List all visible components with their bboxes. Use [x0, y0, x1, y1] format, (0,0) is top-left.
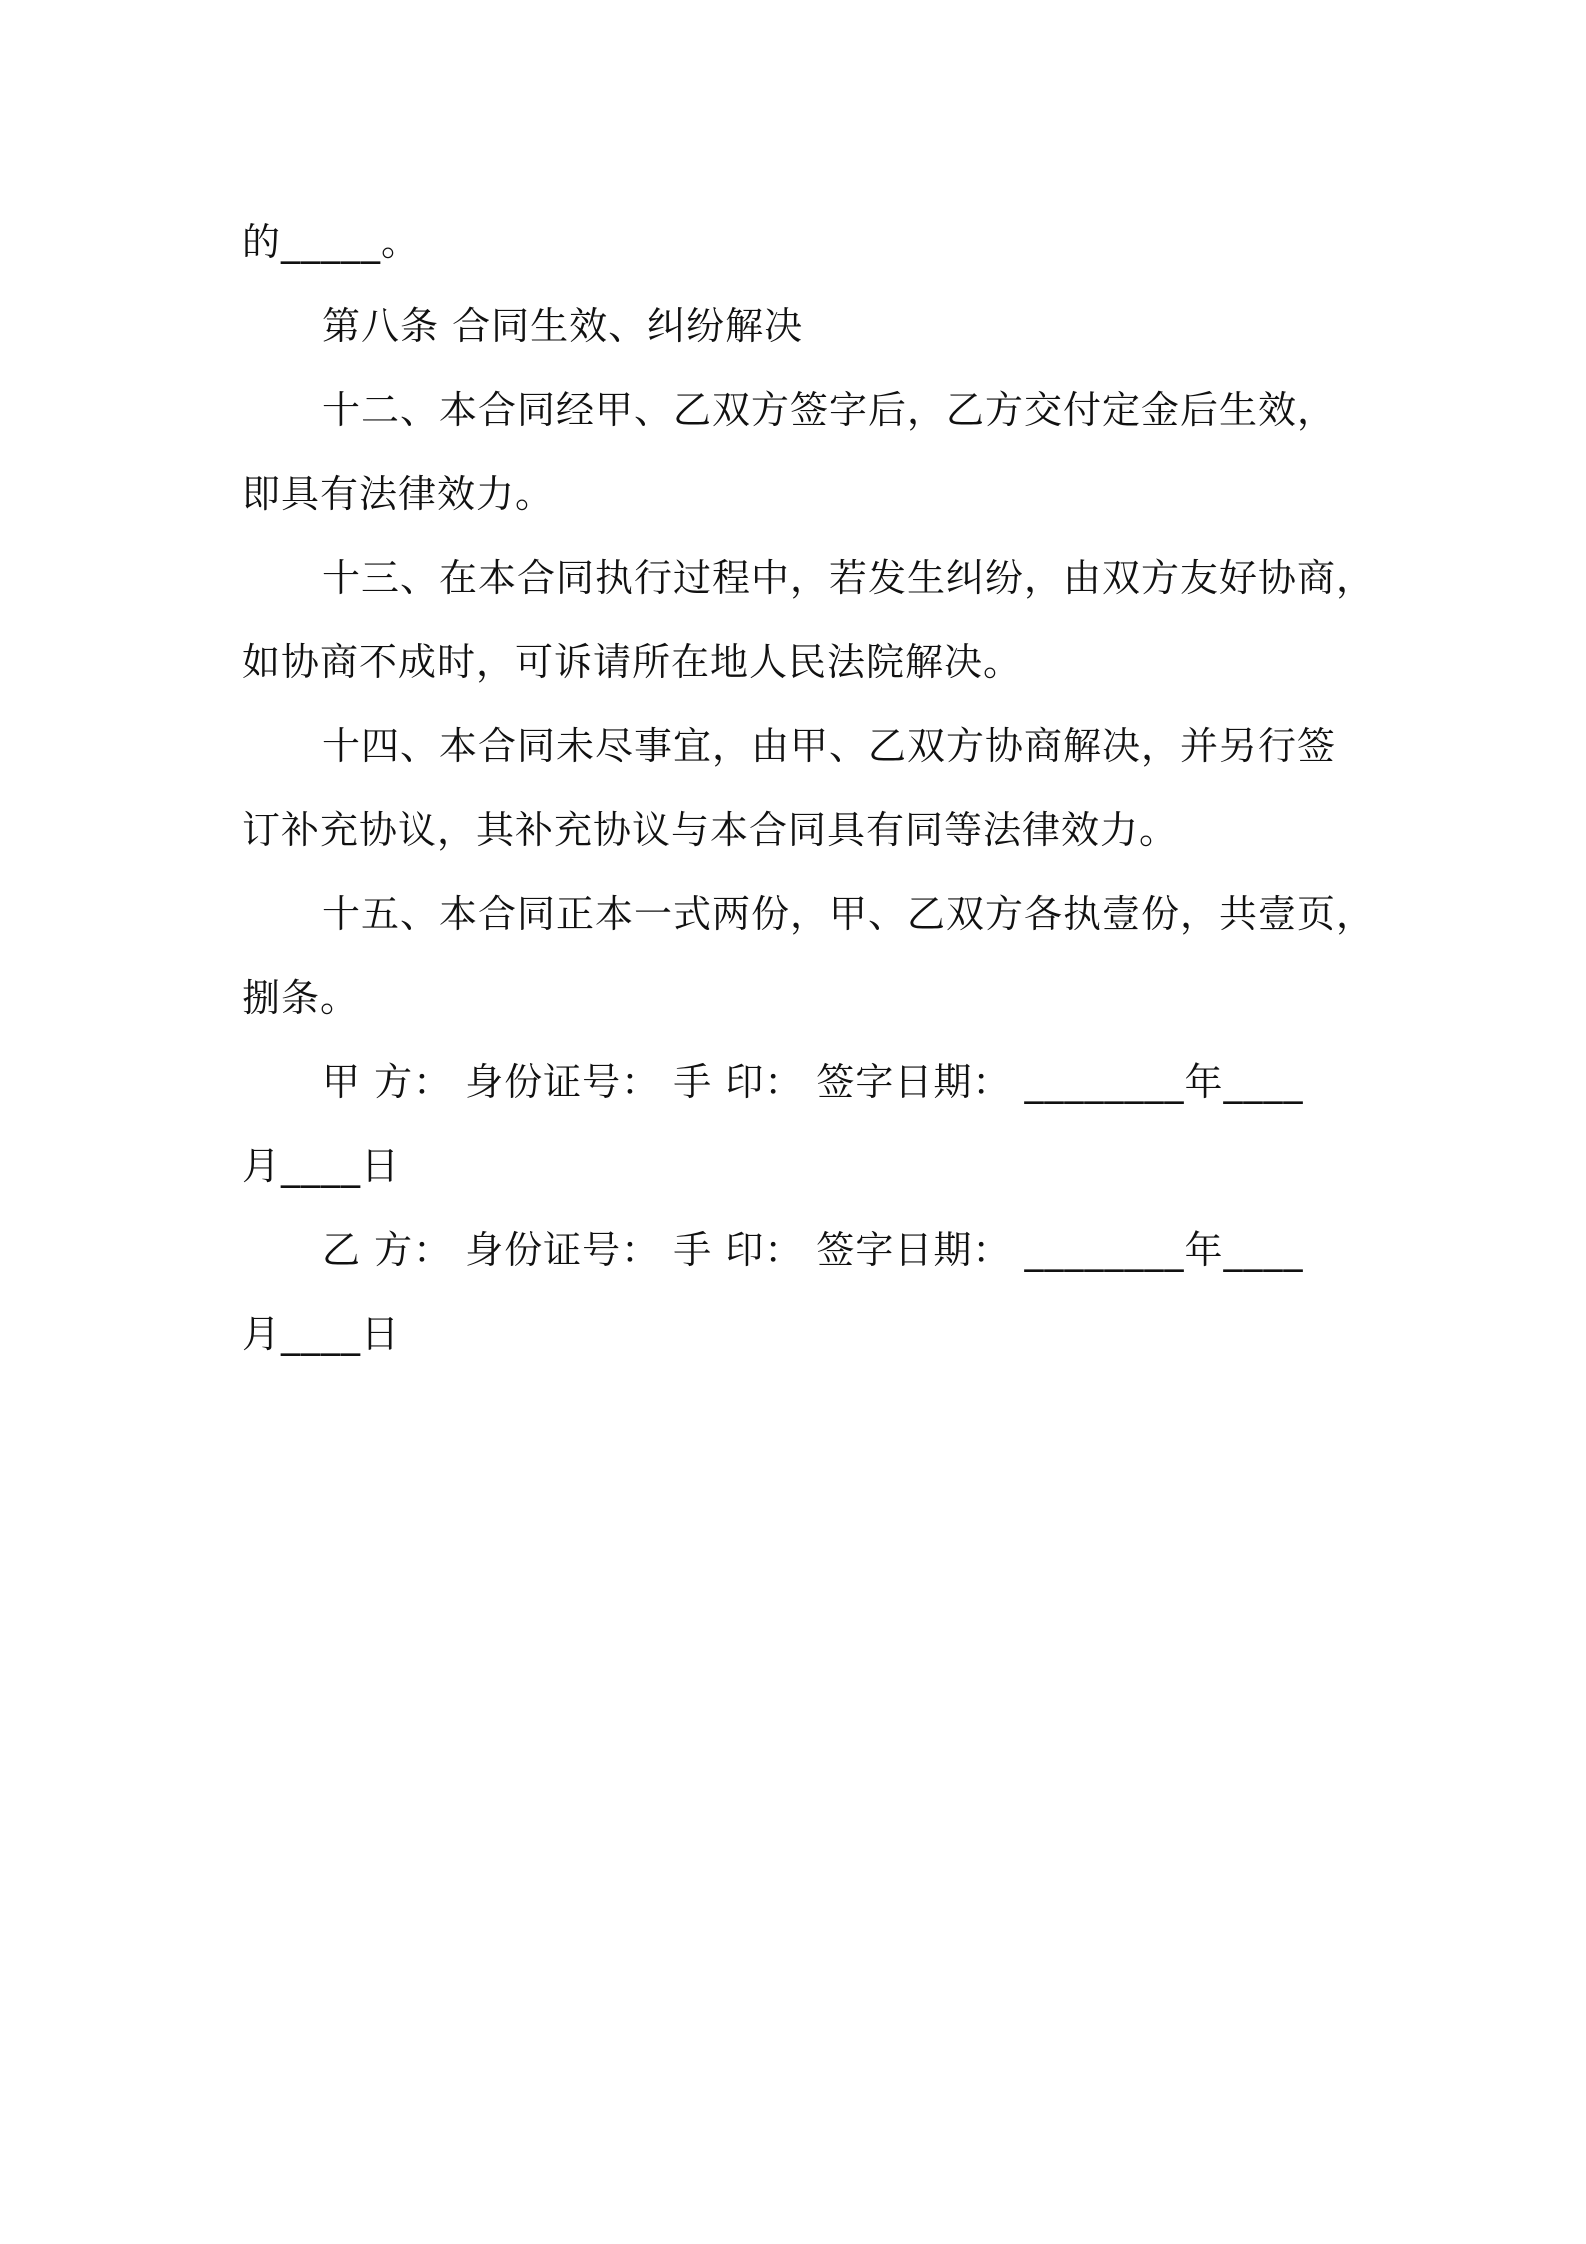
document-body	[242, 200, 1376, 1376]
clause-15-line-1: 十五、本合同正本一式两份，甲、乙双方各执壹份，共壹页，	[322, 892, 1376, 936]
party-a-date-line: 月____日	[242, 1144, 401, 1188]
clause-12-line-2: 即具有法律效力。	[242, 472, 555, 516]
clause-14-line-2: 订补充协议，其补充协议与本合同具有同等法律效力。	[242, 808, 1179, 852]
clause-13-line-2: 如协商不成时，可诉请所在地人民法院解决。	[242, 640, 1023, 684]
clause-13-line-1: 十三、在本合同执行过程中，若发生纠纷，由双方友好协商，	[322, 556, 1376, 600]
party-a-signature-line: 甲 方： 身份证号： 手 印： 签字日期： ________年____	[322, 1060, 1304, 1104]
text-line-continuation: 的_____。	[242, 220, 421, 264]
party-b-date-line: 月____日	[242, 1312, 401, 1356]
clause-14-line-1: 十四、本合同未尽事宜，由甲、乙双方协商解决，并另行签	[322, 724, 1337, 768]
article-heading: 第八条 合同生效、纠纷解决	[322, 304, 804, 348]
party-b-signature-line: 乙 方： 身份证号： 手 印： 签字日期： ________年____	[322, 1228, 1304, 1272]
clause-15-line-2: 捌条。	[242, 976, 360, 1020]
clause-12-line-1: 十二、本合同经甲、乙双方签字后，乙方交付定金后生效，	[322, 388, 1337, 432]
